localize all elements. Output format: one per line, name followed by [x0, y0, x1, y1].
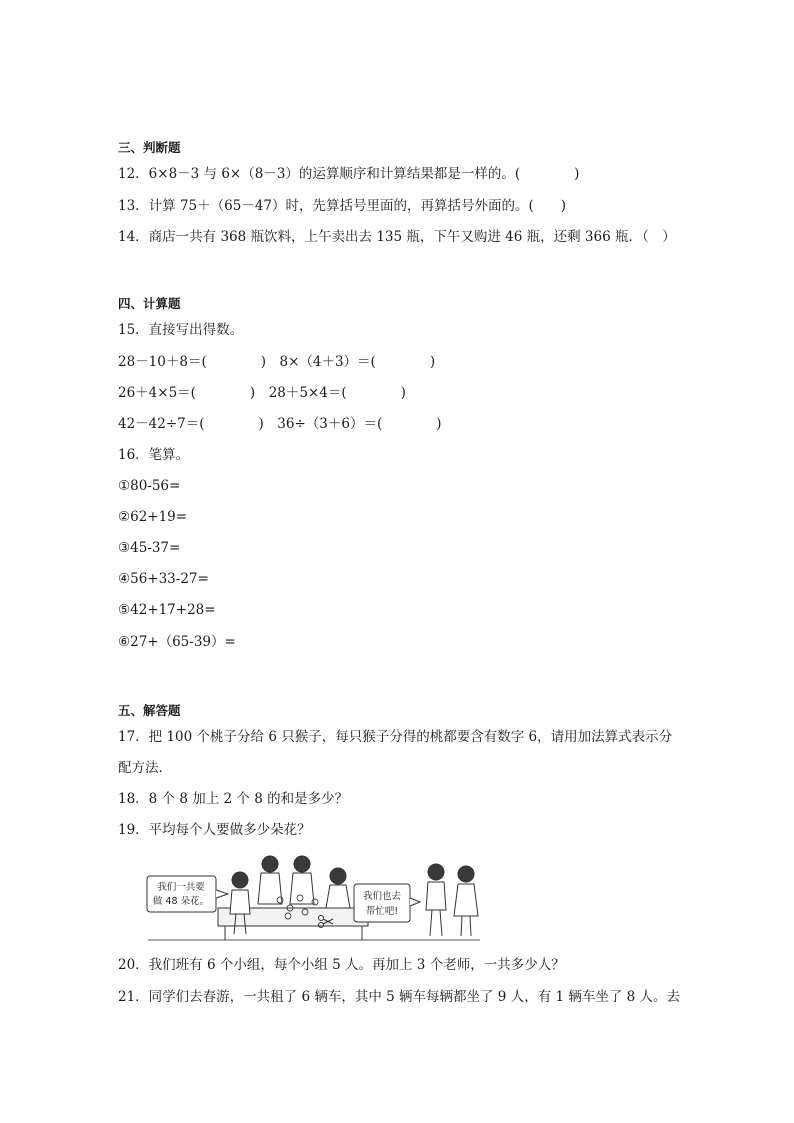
- section-heading-calculation: 四、计算题: [118, 296, 181, 311]
- question-17-line-1: 17．把 100 个桃子分给 6 只猴子，每只猴子分得的桃都要含有数字 6，请用加法算式表示分: [118, 729, 673, 745]
- question-14: 14．商店一共有 368 瓶饮料，上午卖出去 135 瓶，下午又购进 46 瓶，还剩 366 瓶．（ ）: [118, 229, 676, 245]
- written-calc-3: ③45-37=: [118, 540, 181, 556]
- oral-calc-row-3: 42－42÷7＝( ) 36÷（3＋6）＝( ): [118, 416, 442, 432]
- visiting-children: [426, 864, 478, 936]
- question-12: 12．6×8－3 与 6×（8－3）的运算顺序和计算结果都是一样的。( ): [118, 166, 580, 182]
- question-18: 18．8 个 8 加上 2 个 8 的和是多少？: [118, 791, 349, 807]
- flower-making-illustration: [140, 852, 485, 944]
- oral-calc-row-2: 26＋4×5＝( ) 28＋5×4＝( ): [118, 385, 406, 401]
- written-calc-6: ⑥27+（65-39）=: [118, 634, 236, 650]
- section-heading-judgement: 三、判断题: [118, 140, 181, 155]
- written-calc-1: ①80-56=: [118, 478, 181, 494]
- written-calc-5: ⑤42+17+28=: [118, 602, 216, 618]
- bubble-left-line-2: 做 48 朵花。: [152, 896, 210, 907]
- question-17-line-2: 配方法．: [118, 760, 172, 776]
- bubble-right-line-2: 帮忙吧!: [365, 906, 399, 917]
- question-19: 19．平均每个人要做多少朵花？: [118, 822, 311, 838]
- question-16: 16．笔算。: [118, 447, 190, 463]
- bubble-right-line-1: 我们也去: [362, 891, 402, 902]
- question-15: 15．直接写出得数。: [118, 322, 244, 338]
- oral-calc-row-1: 28－10＋8＝( ) 8×（4＋3）＝( ): [118, 354, 436, 370]
- written-calc-2: ②62+19=: [118, 509, 188, 525]
- question-21: 21．同学们去春游，一共租了 6 辆车，其中 5 辆车每辆都坐了 9 人，有 1 辆车坐了 8 人。去: [118, 989, 681, 1005]
- section-heading-word-problems: 五、解答题: [118, 703, 181, 718]
- question-13: 13．计算 75＋（65－47）时，先算括号里面的，再算括号外面的。( ): [118, 198, 567, 214]
- written-calc-4: ④56+33-27=: [118, 571, 209, 587]
- question-20: 20．我们班有 6 个小组，每个小组 5 人。再加上 3 个老师，一共多少人？: [118, 957, 565, 973]
- bubble-left-line-1: 我们一共要: [157, 882, 205, 893]
